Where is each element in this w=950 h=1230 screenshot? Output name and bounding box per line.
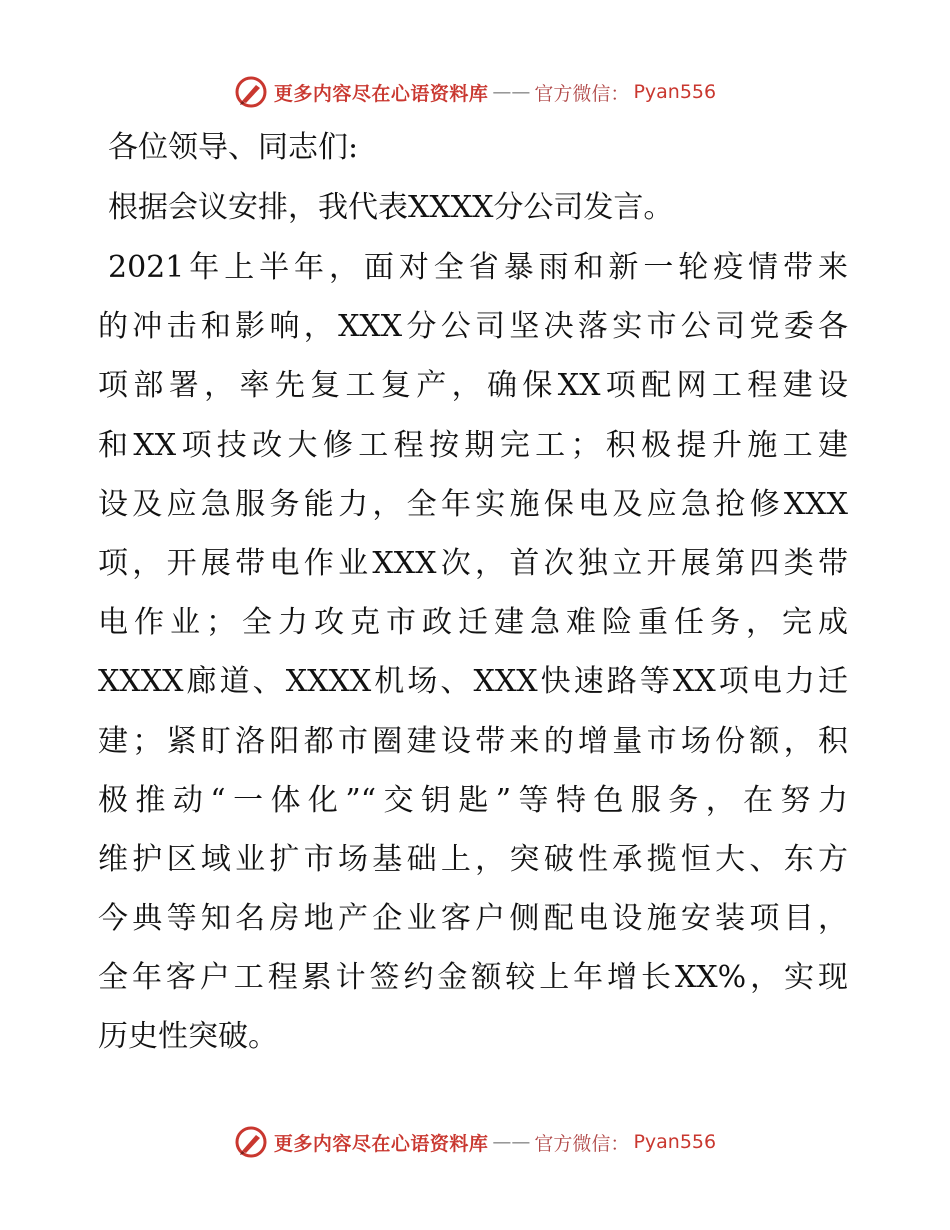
pen-logo-icon [234, 1125, 268, 1159]
main-paragraph [98, 238, 848, 1067]
paragraph-line: 维护区域业扩市场基础上，突破性承揽恒大、东方 [98, 841, 848, 877]
paragraph-line: 项部署，率先复工复产，确保XX项配网工程建设 [98, 368, 848, 404]
watermark-wechat-label: 官方微信： [534, 1132, 630, 1155]
paragraph-line: 全年客户工程累计签约金额较上年增长XX%，实现 [98, 960, 848, 996]
watermark-text: 更多内容尽在心语资料库 [273, 82, 489, 105]
watermark-text: 更多内容尽在心语资料库 [273, 1132, 489, 1155]
paragraph-line: 项，开展带电作业XXX次，首次独立开展第四类带 [98, 545, 848, 581]
paragraph-line: 2021年上半年，面对全省暴雨和新一轮疫情带来 [108, 250, 848, 285]
intro-paragraph: 根据会议安排，我代表XXXX分公司发言。 [108, 190, 674, 225]
document-body [98, 118, 848, 1067]
watermark-separator: —— [492, 81, 531, 103]
watermark-separator: —— [492, 1131, 531, 1153]
paragraph-line: 电作业；全力攻克市政迁建急难险重任务，完成 [98, 605, 848, 641]
paragraph-line: 的冲击和影响，XXX分公司坚决落实市公司党委各 [98, 309, 848, 345]
watermark-wechat-id: Pyan556 [633, 1131, 717, 1153]
paragraph-line: 设及应急服务能力，全年实施保电及应急抢修XXX [98, 486, 848, 522]
paragraph-line: 和XX项技改大修工程按期完工；积极提升施工建 [98, 427, 848, 463]
paragraph-line: XXXX廊道、XXXX机场、XXX快速路等XX项电力迁 [98, 664, 848, 700]
watermark-wechat-label: 官方微信： [534, 82, 630, 105]
paragraph-line: 建；紧盯洛阳都市圈建设带来的增量市场份额，积 [98, 723, 848, 759]
paragraph-line: 历史性突破。 [98, 1019, 278, 1055]
paragraph-line: 极推动“一体化”“交钥匙”等特色服务，在努力 [98, 782, 848, 818]
watermark-header [0, 72, 950, 112]
paragraph-line: 今典等知名房地产企业客户侧配电设施安装项目， [98, 901, 848, 937]
watermark-wechat-id: Pyan556 [633, 81, 717, 103]
watermark-footer [0, 1122, 950, 1162]
salutation: 各位领导、同志们: [108, 130, 359, 165]
pen-logo-icon [234, 75, 268, 109]
